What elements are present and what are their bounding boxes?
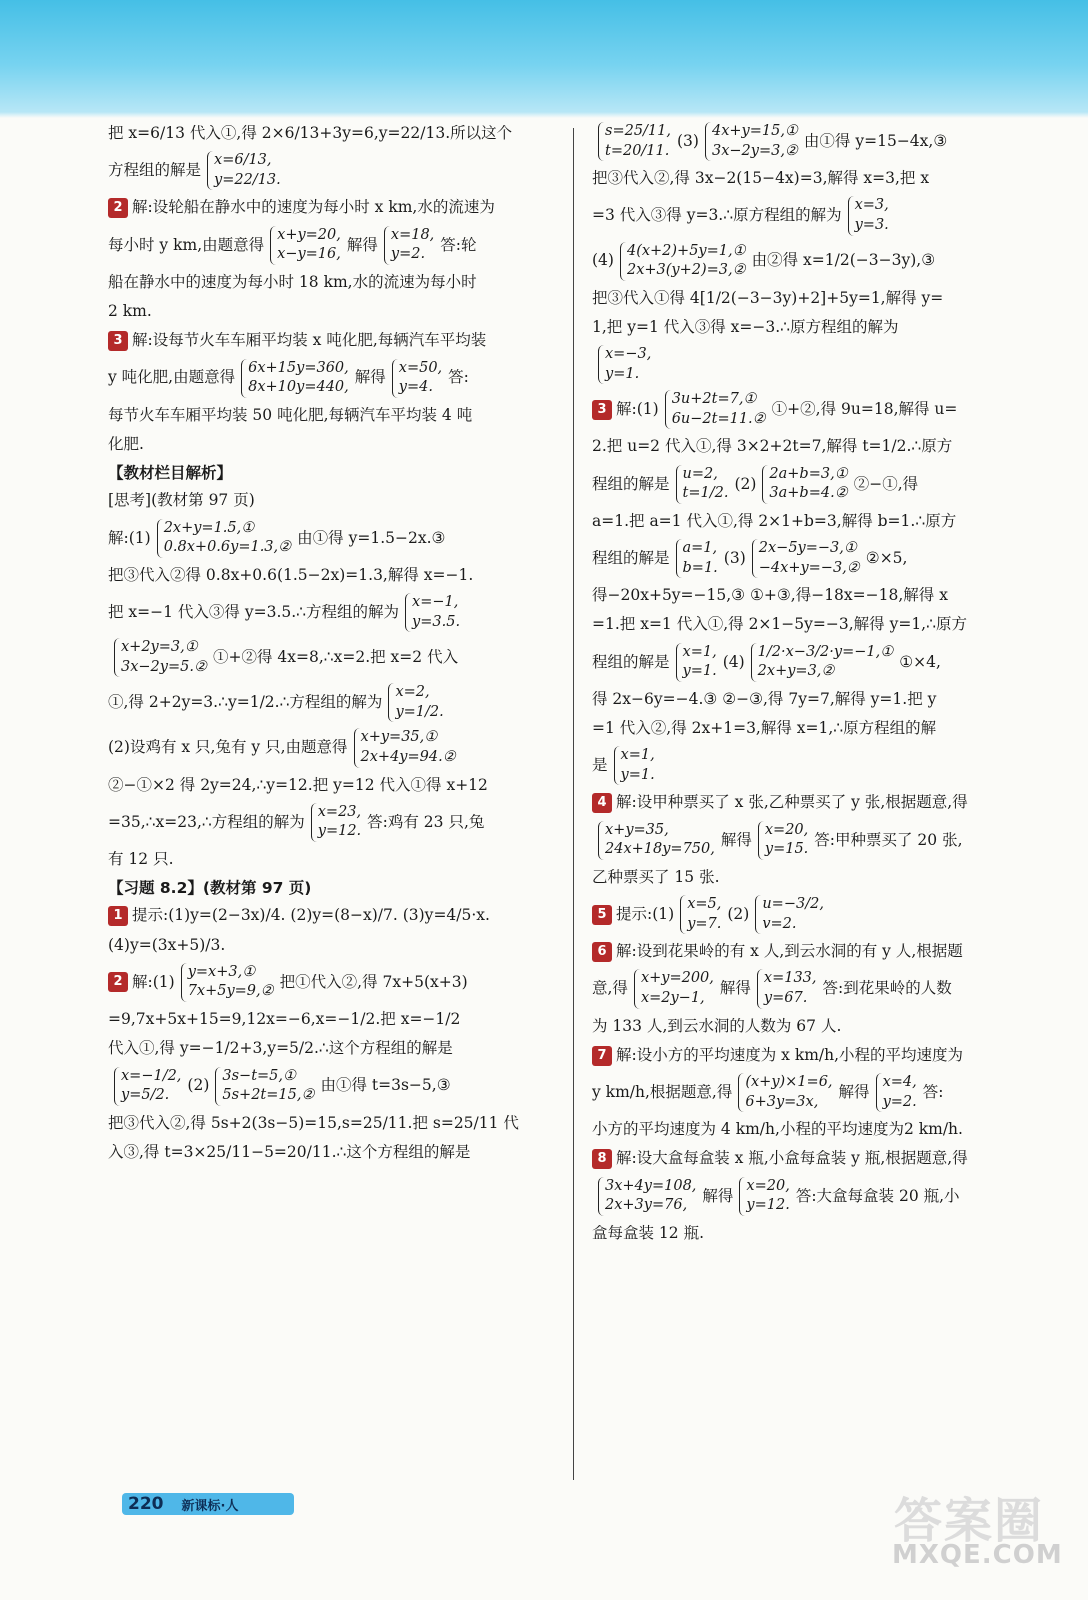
text: 答:到花果岭的人数 [822, 979, 952, 998]
equation-line [108, 359, 558, 398]
equation: 2x−5y=−3,① [758, 540, 857, 556]
equation: y=1. [620, 766, 655, 783]
equation-line [108, 519, 558, 558]
equation: x=50, [398, 359, 443, 376]
watermark-url: MXQE.COM [892, 1540, 1063, 1570]
equation: x+y=35,① [360, 729, 438, 746]
paragraph: 盒每盒装 12 瓶. [592, 1223, 705, 1242]
equation: x=1, [620, 747, 655, 764]
equation-line [592, 539, 1012, 578]
text: 解:设甲种票买了 x 张,乙种票买了 y 张,根据题意,得 [616, 793, 968, 812]
equation-line [592, 242, 1012, 281]
text: 解得 [354, 368, 386, 387]
equation: 5s+2t=15,② [222, 1087, 315, 1104]
text: 把①代入②,得 7x+5(x+3) [279, 972, 468, 991]
solution-system [384, 226, 434, 265]
text: (2) [734, 474, 757, 493]
equation: 3s−t=5,① [222, 1067, 297, 1084]
exercise-number-badge: 6 [592, 942, 612, 962]
solution-line [108, 151, 558, 190]
equation: u=−3/2, [762, 896, 824, 912]
equation: 3x−2y=3,② [711, 142, 798, 159]
solution-system [848, 196, 889, 235]
paragraph: 2 km. [108, 302, 152, 320]
equation: x=4, [882, 1074, 917, 1090]
equation: 7x+5y=9,② [187, 983, 274, 1000]
equation-system [241, 359, 349, 398]
text: 答:鸡有 23 只,兔 [367, 812, 485, 831]
text: ②×5, [865, 548, 908, 567]
equation: x=1, [682, 643, 717, 660]
text: (2) [187, 1076, 210, 1095]
equation: u=2, [682, 465, 718, 482]
equation-line [592, 643, 1012, 682]
equation: t=1/2. [682, 485, 729, 502]
paragraph: a=1.把 a=1 代入①,得 2×1+b=3,解得 b=1.∴原方 [592, 511, 957, 530]
equation-system [114, 638, 207, 677]
text: 提示:(1) [616, 904, 675, 923]
equation: 3x−2y=5.② [121, 658, 207, 675]
exercise-3-line [592, 390, 1012, 429]
section-heading: 【教材栏目解析】 [108, 464, 233, 483]
text: 答: [448, 368, 469, 387]
equation-system [620, 242, 746, 281]
watermark-logo: 答案圈 [894, 1493, 1045, 1549]
solution-system [739, 1177, 789, 1216]
solution-system [392, 359, 442, 398]
exercise-3 [108, 329, 558, 352]
text: 程组的解是 [592, 474, 670, 493]
exercise-number-badge: 2 [108, 198, 128, 218]
text: 答:甲种票买了 20 张, [814, 830, 963, 849]
watermark [880, 1478, 1070, 1588]
paragraph: 乙种票买了 15 张. [592, 867, 720, 886]
equation: t=20/11. [605, 142, 670, 159]
solution-system [758, 821, 808, 860]
equation: 24x+18y=750, [605, 841, 715, 858]
equation-system [738, 1073, 832, 1112]
solution-system [311, 803, 361, 842]
equation: 8x+10y=440, [248, 379, 349, 396]
solution-system [755, 895, 824, 934]
text: 解:设大盒每盒装 x 瓶,小盒每盒装 y 瓶,根据题意,得 [616, 1149, 968, 1168]
equation-system [665, 390, 766, 429]
page-number: 220 [128, 1494, 164, 1514]
equation-system [598, 1177, 696, 1216]
equation: s=25/11, [605, 123, 671, 139]
text: =35,∴x=23,∴方程组的解为 [108, 812, 305, 831]
equation-line [108, 803, 558, 842]
paragraph: 化肥. [108, 434, 144, 453]
equation: y=1/2. [395, 703, 444, 720]
equation-system [157, 519, 291, 558]
equation: x=2y−1, [640, 989, 705, 1006]
text: 解:设每节火车车厢平均装 x 吨化肥,每辆汽车平均装 [132, 331, 487, 350]
exercise-8 [592, 1147, 1012, 1170]
equation: 6u−2t=11.② [671, 410, 766, 427]
paragraph: ②−①×2 得 2y=24,∴y=12.把 y=12 代入①得 x+12 [108, 775, 488, 794]
paragraph: 有 12 只. [108, 849, 174, 868]
text: 是 [592, 756, 608, 775]
equation: x−y=16, [277, 246, 341, 263]
exercise-number-badge: 7 [592, 1046, 612, 1066]
paragraph: 把③代入①得 4[1/2(−3−3y)+2]+5y=1,解得 y= [592, 288, 944, 307]
text: (4) [722, 652, 745, 671]
exercise-4 [592, 791, 1012, 814]
equation: −4x+y=−3,② [758, 559, 860, 576]
left-column [108, 122, 558, 1170]
solution-system [876, 1073, 917, 1112]
equation: 6+3y=3x, [745, 1093, 819, 1110]
column-divider [573, 128, 574, 1480]
equation: x=20, [764, 821, 809, 838]
equation: x=2, [395, 684, 430, 701]
equation: y=12. [746, 1197, 790, 1214]
text: 程组的解是 [592, 548, 670, 567]
equation: x=−1/2, [121, 1067, 182, 1084]
equation: y=3.5. [412, 613, 461, 630]
equation: x=3, [854, 197, 889, 214]
equation-system [752, 539, 860, 578]
equation: x=20, [746, 1177, 790, 1194]
equation: y=12. [317, 823, 362, 840]
text: y 吨化肥,由题意得 [108, 368, 236, 387]
equation-line [592, 345, 1012, 384]
equation: 2x+4y=94.② [360, 748, 456, 765]
text: =3 代入③得 y=3.∴原方程组的解为 [592, 206, 842, 225]
text: 答:轮 [440, 235, 477, 254]
equation-line [592, 122, 1012, 161]
paragraph: 1,把 y=1 代入③得 x=−3.∴原方程组的解为 [592, 317, 899, 336]
text: 答:大盒每盒装 20 瓶,小 [795, 1186, 960, 1205]
equation-line [108, 683, 558, 722]
equation: y=5/2. [121, 1087, 170, 1104]
text: (2) [727, 904, 750, 923]
paragraph: 每节火车车厢平均装 50 吨化肥,每辆汽车平均装 4 吨 [108, 405, 473, 424]
equation: x=5, [687, 896, 722, 912]
paragraph: 入③,得 t=3×25/11−5=20/11.∴这个方程组的解是 [108, 1142, 471, 1161]
exercise-number-badge: 2 [108, 972, 128, 992]
equation: y=22/13. [214, 171, 281, 188]
equation-system [762, 465, 847, 504]
paragraph: 2.把 u=2 代入①,得 3×2+2t=7,解得 t=1/2.∴原方 [592, 437, 953, 456]
exercise-number-badge: 4 [592, 793, 612, 813]
text: 意,得 [592, 979, 628, 998]
paragraph: 得 2x−6y=−4.③ ②−③,得 7y=7,解得 y=1.把 y [592, 689, 937, 708]
equation: x+y=35, [605, 821, 669, 838]
exercise-7 [592, 1044, 1012, 1067]
equation-line [592, 1073, 1012, 1112]
equation-line [108, 728, 558, 767]
paragraph: =9,7x+5x+15=9,12x=−6,x=−1/2.把 x=−1/2 [108, 1010, 461, 1028]
paragraph: 代入①,得 y=−1/2+3,y=5/2.∴这个方程组的解是 [108, 1039, 453, 1058]
solution-system [676, 539, 718, 578]
exercise-6 [592, 940, 1012, 963]
paragraph: 把③代入②,得 3x−2(15−4x)=3,解得 x=3,把 x [592, 169, 930, 188]
text: 程组的解是 [592, 652, 670, 671]
text: 解:设到花果岭的有 x 人,到云水洞的有 y 人,根据题 [616, 942, 963, 961]
equation: 3x+4y=108, [605, 1177, 697, 1194]
paragraph: (4)y=(3x+5)/3. [108, 935, 226, 954]
text: 把 x=−1 代入③得 y=3.5.∴方程组的解为 [108, 602, 400, 621]
solution-system [388, 683, 443, 722]
exercise-5-line [592, 895, 1012, 934]
equation: b=1. [682, 559, 718, 576]
equation: 1/2·x−3/2·y=−1,① [757, 643, 894, 660]
equation-system [634, 969, 714, 1008]
exercise-number-badge: 3 [108, 331, 128, 351]
paragraph: 把 x=6/13 代入①,得 2×6/13+3y=6,y=22/13.所以这个 [108, 124, 513, 142]
equation-system [270, 226, 341, 265]
equation-system [207, 151, 281, 190]
equation: y=67. [763, 989, 808, 1006]
text: 解:设小方的平均速度为 x km/h,小程的平均速度为 [616, 1045, 964, 1064]
solution-system [676, 465, 729, 504]
right-column [592, 122, 1012, 1251]
solution-system [598, 345, 651, 384]
equation-line [108, 226, 558, 265]
text: 解:(1) [132, 972, 175, 991]
solution-system [680, 895, 721, 934]
equation: y=1. [682, 663, 717, 680]
solution-system [757, 969, 817, 1008]
text: ①+②得 4x=8,∴x=2.把 x=2 代入 [212, 648, 459, 667]
equation: y=1. [605, 365, 640, 382]
text: 由①得 t=3s−5,③ [320, 1076, 451, 1095]
equation: y=7. [687, 915, 722, 932]
text: 提示:(1)y=(2−3x)/4. (2)y=(8−x)/7. (3)y=4/5·x. [132, 906, 490, 925]
equation: 2x+y=1.5,① [163, 519, 255, 536]
solution-system [676, 643, 717, 682]
equation: x=18, [390, 226, 435, 243]
equation-system [598, 821, 715, 860]
equation-line [108, 593, 558, 632]
text: (2)设鸡有 x 只,兔有 y 只,由题意得 [108, 738, 348, 757]
equation: x=133, [763, 970, 817, 987]
equation: 4x+y=15,① [711, 123, 798, 139]
equation: x=−3, [605, 346, 652, 363]
solution-system [598, 122, 671, 161]
paragraph: 把③代入②得 0.8x+0.6(1.5−2x)=1.3,解得 x=−1. [108, 565, 474, 584]
text: 解得 [346, 235, 378, 254]
text: ①,得 2+2y=3.∴y=1/2.∴方程组的解为 [108, 693, 383, 712]
equation-line [592, 746, 1012, 785]
footer-label: 新课标·人 [181, 1498, 239, 1514]
equation-system [215, 1067, 314, 1106]
text: (4) [592, 251, 614, 270]
equation: y=15. [764, 841, 809, 858]
exercise-number-badge: 1 [108, 906, 128, 926]
paragraph: 得−20x+5y=−15,③ ①+③,得−18x=−18,解得 x [592, 586, 948, 605]
text: 解得 [838, 1082, 870, 1101]
text: 解:(1) [108, 528, 151, 547]
equation: (x+y)×1=6, [745, 1074, 833, 1090]
paragraph: =1.把 x=1 代入①,得 2×1−5y=−3,解得 y=1,∴原方 [592, 615, 967, 634]
paragraph: 船在静水中的速度为每小时 18 km,水的流速为每小时 [108, 272, 477, 291]
page-footer [122, 1493, 294, 1515]
equation: 2x+3y=76, [605, 1197, 688, 1214]
text: 解得 [719, 979, 751, 998]
equation-line [592, 465, 1012, 504]
text: 解得 [720, 830, 752, 849]
equation-system [751, 643, 894, 682]
text: 答: [922, 1082, 944, 1101]
text: 每小时 y km,由题意得 [108, 235, 265, 254]
paragraph: 为 133 人,到云水洞的人数为 67 人. [592, 1016, 842, 1035]
section-heading: 【习题 8.2】(教材第 97 页) [108, 879, 312, 898]
equation: 3u+2t=7,① [671, 391, 757, 408]
equation-line [592, 1177, 1012, 1216]
equation: x+y=20, [277, 226, 341, 243]
text: 解:(1) [616, 400, 659, 419]
paragraph: =1 代入②,得 2x+1=3,解得 x=1,∴原方程组的解 [592, 719, 937, 737]
equation: a=1, [682, 540, 718, 556]
equation: x=23, [317, 803, 362, 820]
equation: 4(x+2)+5y=1,① [626, 242, 746, 259]
text: 由②得 x=1/2(−3−3y),③ [751, 251, 936, 270]
solution-system [614, 746, 655, 785]
equation-line [592, 969, 1012, 1008]
equation: 0.8x+0.6y=1.3,② [163, 539, 292, 556]
equation-system [181, 963, 274, 1002]
equation-line [108, 1067, 558, 1106]
exercise-2 [108, 196, 558, 219]
exercise-number-badge: 8 [592, 1149, 612, 1169]
text: (3) [677, 131, 699, 150]
equation: y=4. [398, 379, 433, 396]
text: ①+②,得 9u=18,解得 u= [771, 400, 958, 419]
paragraph: 把③代入②,得 5s+2(3s−5)=15,s=25/11.把 s=25/11 代 [108, 1113, 519, 1132]
equation: v=2. [762, 915, 797, 932]
text: 解:设轮船在静水中的速度为每小时 x km,水的流速为 [132, 198, 495, 217]
equation: 3a+b=4.② [769, 485, 848, 502]
exercise-number-badge: 5 [592, 905, 612, 925]
equation-line [108, 638, 558, 677]
equation-system [354, 728, 456, 767]
equation: 6x+15y=360, [248, 359, 349, 376]
equation: y=3. [854, 216, 889, 233]
exercise-1 [108, 904, 558, 927]
exercise-number-badge: 3 [592, 400, 612, 420]
equation-system [705, 122, 798, 161]
text: 解得 [702, 1186, 734, 1205]
text: y km/h,根据题意,得 [592, 1082, 733, 1101]
text: (3) [723, 548, 746, 567]
equation: y=2. [390, 246, 426, 263]
equation: x+2y=3,① [121, 639, 198, 656]
equation: 2a+b=3,① [769, 465, 848, 482]
text: 由①得 y=15−4x,③ [803, 131, 948, 150]
equation-line [592, 196, 1012, 235]
label: 方程组的解是 [108, 161, 202, 180]
paragraph: 小方的平均速度为 4 km/h,小程的平均速度为2 km/h. [592, 1120, 963, 1139]
text: 由①得 y=1.5−2x.③ [297, 528, 446, 547]
header-band [0, 0, 1088, 118]
equation: x=−1, [412, 594, 459, 610]
equation: 2x+y=3,② [757, 663, 835, 680]
solution-system [114, 1067, 181, 1106]
exercise-2-line [108, 963, 558, 1002]
solution-system [405, 593, 460, 632]
equation: 2x+3(y+2)=3,② [626, 262, 746, 279]
section-subheading: [思考](教材第 97 页) [108, 491, 255, 510]
equation: x=6/13, [214, 152, 272, 169]
equation: y=2. [882, 1093, 917, 1110]
equation: x+y=200, [640, 970, 714, 987]
text: ②−①,得 [853, 474, 919, 493]
text: ①×4, [899, 652, 941, 671]
equation: y=x+3,① [187, 963, 256, 980]
equation-line [592, 821, 1012, 860]
